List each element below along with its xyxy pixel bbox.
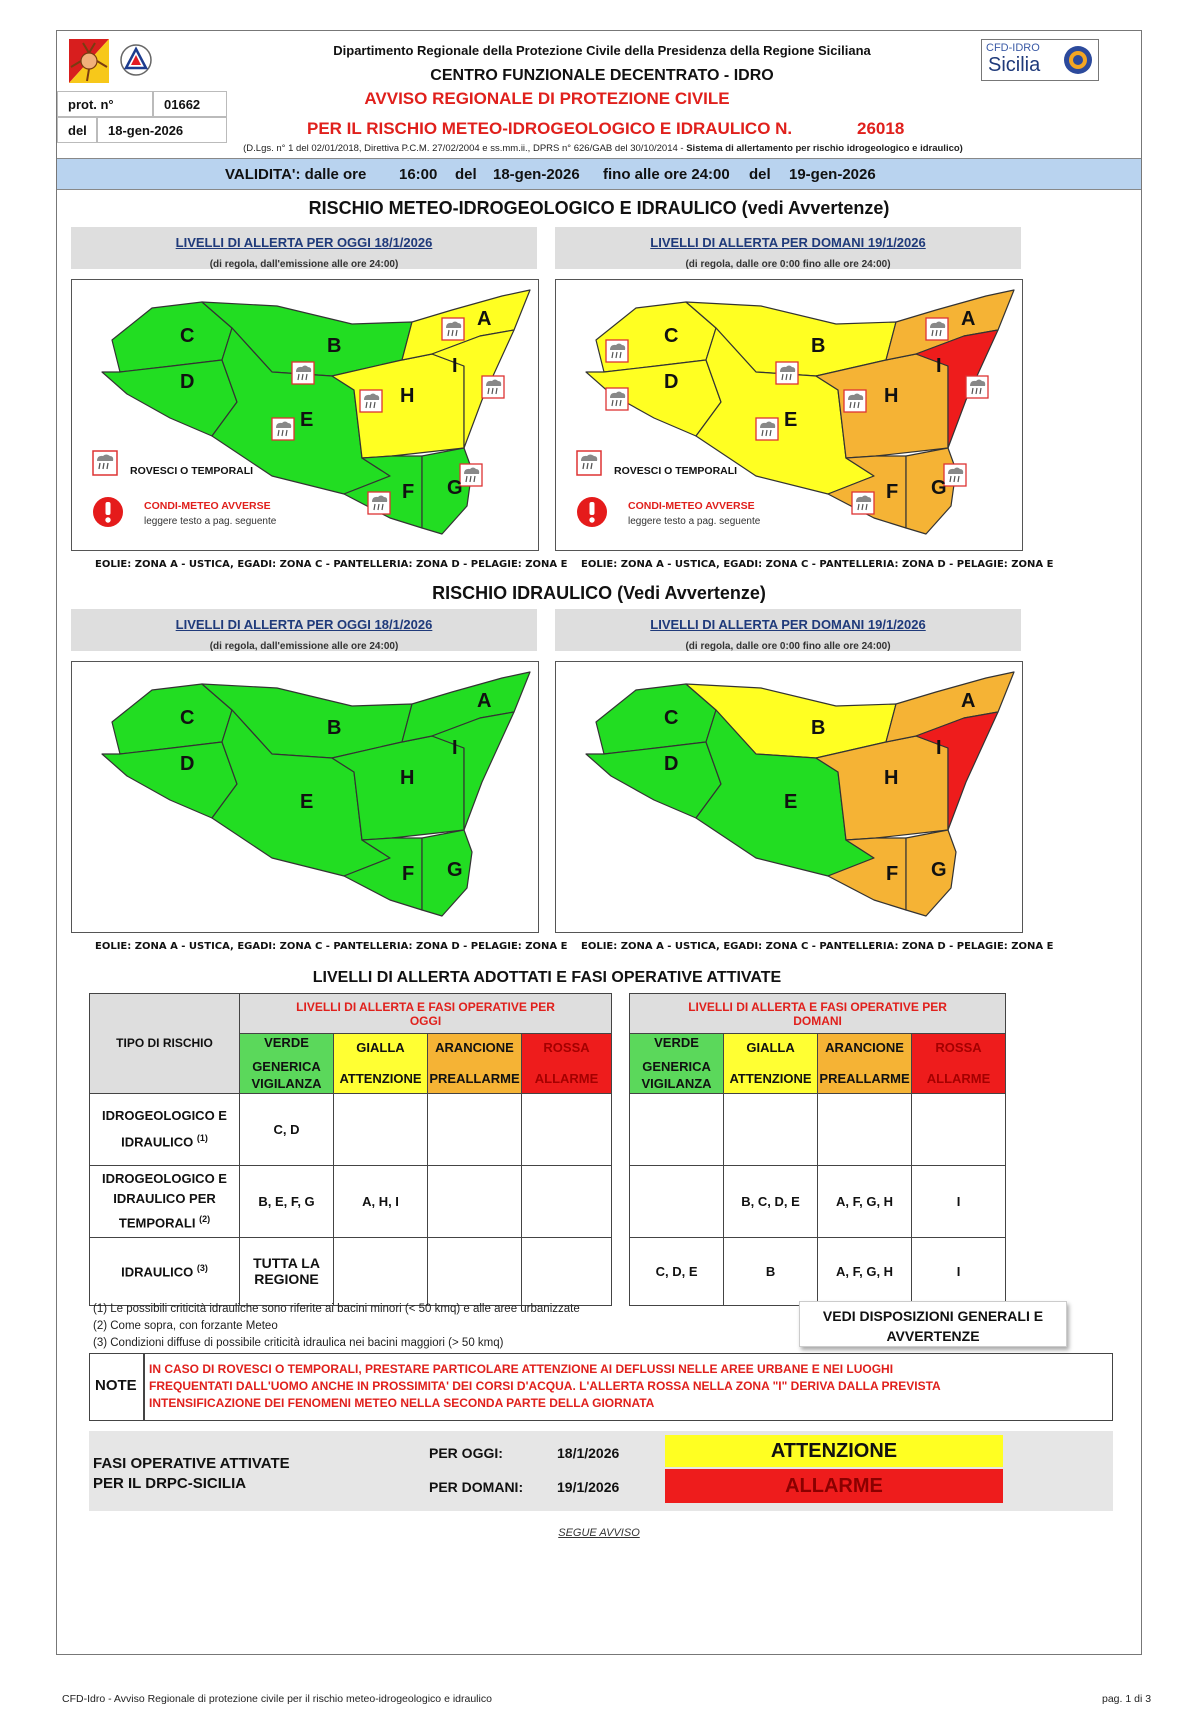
storm-icon bbox=[368, 492, 390, 514]
meteo-tomorrow-sub: (di regola, dalle ore 0:00 fino alle ore 24:00) bbox=[685, 259, 891, 270]
storm-icon bbox=[776, 362, 798, 384]
col-tipo-rischio: TIPO DI RISCHIO bbox=[90, 994, 240, 1094]
level-bottom: ATTENZIONE bbox=[339, 1071, 422, 1087]
storm-icon bbox=[606, 388, 628, 410]
level-rossa bbox=[912, 1034, 1006, 1094]
meteo-tomorrow-map bbox=[555, 279, 1023, 551]
zone-a-label: A bbox=[477, 690, 492, 712]
table-heading: LIVELLI DI ALLERTA ADOTTATI E FASI OPERATIVE ATTIVATE bbox=[312, 969, 782, 986]
level-rossa bbox=[522, 1034, 612, 1094]
validity-bar bbox=[57, 158, 1141, 190]
legend-adverse-sub: leggere testo a pag. seguente bbox=[628, 516, 761, 527]
meteo-tomorrow-header bbox=[555, 227, 1021, 269]
idraulico-tomorrow-title: LIVELLI DI ALLERTA PER DOMANI 19/1/2026 bbox=[650, 617, 926, 632]
note-line: IN CASO DI ROVESCI O TEMPORALI, PRESTARE PARTICOLARE ATTENZIONE AI DEFLUSSI NELLE AREE URBANE E NEI LUOGHI bbox=[149, 1362, 894, 1376]
table-cell: I bbox=[912, 1165, 1006, 1237]
islands-note: EOLIE: ZONA A - USTICA, EGADI: ZONA C - PANTELLERIA: ZONA D - PELAGIE: ZONA E bbox=[581, 941, 1054, 952]
alert-levels-table bbox=[89, 993, 1006, 1306]
idraulico-today-map bbox=[71, 661, 539, 933]
zone-a-label: A bbox=[961, 690, 976, 712]
level-bottom: PREALLARME bbox=[429, 1071, 520, 1087]
storm-icon bbox=[966, 376, 988, 398]
validity-del1: del bbox=[455, 166, 477, 183]
storm-icon bbox=[292, 362, 314, 384]
footnotes bbox=[93, 1301, 580, 1352]
zone-g-label: G bbox=[447, 859, 463, 881]
row-label: IDROGEOLOGICO E IDRAULICO $^{(1)}$ bbox=[90, 1093, 240, 1165]
legal-ref-text: (D.Lgs. n° 1 del 02/01/2018, Direttiva P.C.M. 27/02/2004 e ss.mm.ii., DPRS n° 626/GAB del 30/10/2014 - bbox=[243, 143, 687, 154]
zone-d-area bbox=[102, 360, 237, 436]
tomorrow-group-header: LIVELLI DI ALLERTA E FASI OPERATIVE PER DOMANI bbox=[630, 994, 1006, 1034]
legend-storms-label: ROVESCI O TEMPORALI bbox=[130, 465, 254, 477]
level-top: ROSSA bbox=[935, 1039, 982, 1055]
idraulico-tomorrow-map bbox=[555, 661, 1023, 933]
table-cell: B bbox=[724, 1237, 818, 1305]
storm-icon bbox=[926, 318, 948, 340]
storm-icon bbox=[606, 340, 628, 362]
note-text bbox=[149, 1361, 941, 1412]
fase-tomorrow-badge: ALLARME bbox=[665, 1469, 1003, 1503]
table-cell: A, F, G, H bbox=[818, 1237, 912, 1305]
zone-i-label: I bbox=[936, 737, 942, 759]
level-top: ROSSA bbox=[543, 1039, 590, 1055]
fasi-tomorrow-label: PER DOMANI: bbox=[429, 1479, 524, 1495]
zone-e-label: E bbox=[300, 791, 314, 813]
storm-icon bbox=[482, 376, 504, 398]
validity-label: VALIDITA': dalle ore bbox=[225, 166, 367, 183]
meteo-today-header bbox=[71, 227, 537, 269]
zone-a-label: A bbox=[477, 308, 492, 330]
storm-icon bbox=[442, 318, 464, 340]
table-cell bbox=[522, 1093, 612, 1165]
zone-f-label: F bbox=[402, 863, 415, 885]
alert-number: 26018 bbox=[857, 119, 905, 138]
warning-icon bbox=[92, 496, 124, 528]
storm-legend-icon bbox=[576, 450, 602, 476]
zone-g-label: G bbox=[931, 477, 947, 499]
storm-icon bbox=[272, 418, 294, 440]
legend-adverse-label: CONDI-METEO AVVERSE bbox=[628, 500, 755, 512]
zone-g-label: G bbox=[447, 477, 463, 499]
footer-left: CFD-Idro - Avviso Regionale di protezione civile per il rischio meteo-idrogeologico e idraulico bbox=[62, 1693, 492, 1705]
zone-c-label: C bbox=[664, 707, 679, 729]
prot-number: 01662 bbox=[153, 91, 227, 117]
zone-d-label: D bbox=[180, 753, 195, 775]
fase-today-badge: ATTENZIONE bbox=[665, 1435, 1003, 1467]
zone-g-label: G bbox=[931, 859, 947, 881]
segue-avviso: SEGUE AVVISO bbox=[558, 1527, 640, 1539]
zone-d-area bbox=[586, 742, 721, 818]
level-bottom: ALLARME bbox=[534, 1071, 599, 1087]
table-cell bbox=[428, 1237, 522, 1305]
legal-reference bbox=[123, 143, 1083, 154]
level-bottom: PREALLARME bbox=[819, 1071, 910, 1087]
fasi-label-1: FASI OPERATIVE ATTIVATE bbox=[93, 1455, 290, 1472]
table-cell bbox=[428, 1165, 522, 1237]
cfd-idro-sicilia-logo bbox=[981, 39, 1099, 81]
today-group-header: LIVELLI DI ALLERTA E FASI OPERATIVE PER OGGI bbox=[240, 994, 612, 1034]
table-cell bbox=[334, 1237, 428, 1305]
note-line: INTENSIFICAZIONE DEI FENOMENI METEO NELLA SECONDA PARTE DELLA GIORNATA bbox=[149, 1396, 655, 1410]
table-cell bbox=[522, 1165, 612, 1237]
table-row bbox=[90, 1165, 1006, 1237]
zone-f-label: F bbox=[402, 481, 415, 503]
idraulico-today-title: LIVELLI DI ALLERTA PER OGGI 18/1/2026 bbox=[175, 617, 433, 632]
zone-h-label: H bbox=[884, 767, 899, 789]
alert-title-line2: PER IL RISCHIO METEO-IDROGEOLOGICO E IDRAULICO N. bbox=[307, 119, 793, 138]
idraulico-today-sub: (di regola, dall'emissione alle ore 24:00) bbox=[209, 641, 399, 652]
table-cell: A, F, G, H bbox=[818, 1165, 912, 1237]
zone-b-label: B bbox=[811, 335, 826, 357]
table-cell bbox=[630, 1165, 724, 1237]
validity-del2: del bbox=[749, 166, 771, 183]
note-line: FREQUENTATI DALL'UOMO ANCHE IN PROSSIMITA' DEI CORSI D'ACQUA. L'ALLERTA ROSSA NELLA ZONA "I" DERIVA DALLA PREVISTA bbox=[149, 1379, 941, 1393]
level-gialla bbox=[724, 1034, 818, 1094]
table-cell: B, C, D, E bbox=[724, 1165, 818, 1237]
table-row bbox=[90, 1093, 1006, 1165]
table-cell: C, D, E bbox=[630, 1237, 724, 1305]
page-number: pag. 1 di 3 bbox=[1102, 1693, 1152, 1705]
legal-ref-bold: Sistema di allertamento per rischio idrogeologico e idraulico) bbox=[686, 143, 963, 154]
level-top: ARANCIONE bbox=[825, 1039, 904, 1055]
level-top: VERDE bbox=[654, 1035, 699, 1050]
alert-title-line1: AVVISO REGIONALE DI PROTEZIONE CIVILE bbox=[364, 89, 730, 108]
level-arancione bbox=[428, 1034, 522, 1094]
zone-i-label: I bbox=[452, 355, 458, 377]
meteo-today-title: LIVELLI DI ALLERTA PER OGGI 18/1/2026 bbox=[175, 235, 433, 250]
level-gialla bbox=[334, 1034, 428, 1094]
zone-e-label: E bbox=[784, 409, 798, 431]
footnote-2: (2) Come sopra, con forzante Meteo bbox=[93, 1320, 278, 1332]
table-cell bbox=[912, 1093, 1006, 1165]
footnote-3: (3) Condizioni diffuse di possibile criticità idraulica nei bacini maggiori (> 50 kmq) bbox=[93, 1337, 504, 1349]
meteo-tomorrow-title: LIVELLI DI ALLERTA PER DOMANI 19/1/2026 bbox=[650, 235, 926, 250]
fasi-today-date: 18/1/2026 bbox=[557, 1445, 620, 1461]
storm-icon bbox=[756, 418, 778, 440]
prot-label: prot. n° bbox=[57, 91, 153, 117]
table-cell bbox=[428, 1093, 522, 1165]
meteo-section-title: RISCHIO METEO-IDROGEOLOGICO E IDRAULICO (vedi Avvertenze) bbox=[308, 198, 890, 218]
zone-d-label: D bbox=[664, 753, 679, 775]
zone-f-label: F bbox=[886, 863, 899, 885]
level-bottom: ALLARME bbox=[926, 1071, 991, 1087]
del-date: 18-gen-2026 bbox=[97, 117, 227, 143]
storm-icon bbox=[360, 390, 382, 412]
table-cell: TUTTA LA REGIONE bbox=[240, 1237, 334, 1305]
zone-i-label: I bbox=[936, 355, 942, 377]
level-bottom: GENERICA VIGILANZA bbox=[251, 1058, 322, 1092]
globe-icon bbox=[1062, 44, 1094, 76]
level-verde bbox=[630, 1034, 724, 1094]
level-verde bbox=[240, 1034, 334, 1094]
zone-b-label: B bbox=[327, 717, 342, 739]
level-top: GIALLA bbox=[356, 1039, 405, 1055]
islands-note: EOLIE: ZONA A - USTICA, EGADI: ZONA C - PANTELLERIA: ZONA D - PELAGIE: ZONA E bbox=[581, 559, 1054, 570]
storm-icon bbox=[844, 390, 866, 412]
level-arancione bbox=[818, 1034, 912, 1094]
table-cell: I bbox=[912, 1237, 1006, 1305]
level-bottom: ATTENZIONE bbox=[729, 1071, 812, 1087]
idraulico-tomorrow-header bbox=[555, 609, 1021, 651]
brand-bottom: Sicilia bbox=[988, 54, 1041, 76]
legend-storms-label: ROVESCI O TEMPORALI bbox=[614, 465, 738, 477]
centre-name: CENTRO FUNZIONALE DECENTRATO - IDRO bbox=[430, 67, 774, 84]
row-label: IDROGEOLOGICO E IDRAULICO PER TEMPORALI $^{(2)}$ bbox=[90, 1165, 240, 1237]
disposizioni-button[interactable]: VEDI DISPOSIZIONI GENERALI E AVVERTENZE bbox=[799, 1301, 1067, 1347]
meteo-today-sub: (di regola, dall'emissione alle ore 24:00) bbox=[209, 259, 399, 270]
zone-a-label: A bbox=[961, 308, 976, 330]
level-top: VERDE bbox=[264, 1035, 309, 1050]
storm-icon bbox=[460, 464, 482, 486]
civil-protection-logo bbox=[119, 43, 153, 77]
level-top: ARANCIONE bbox=[435, 1039, 514, 1055]
table-cell bbox=[724, 1093, 818, 1165]
note-label: NOTE bbox=[95, 1377, 137, 1394]
department-name: Dipartimento Regionale della Protezione Civile della Presidenza della Regione Siciliana bbox=[333, 43, 871, 58]
sicily-flag-logo bbox=[69, 39, 109, 83]
zone-d-label: D bbox=[180, 371, 195, 393]
islands-note: EOLIE: ZONA A - USTICA, EGADI: ZONA C - PANTELLERIA: ZONA D - PELAGIE: ZONA E bbox=[95, 941, 568, 952]
table-cell bbox=[630, 1093, 724, 1165]
table-cell: B, E, F, G bbox=[240, 1165, 334, 1237]
zone-e-label: E bbox=[300, 409, 314, 431]
table-cell bbox=[522, 1237, 612, 1305]
zone-c-label: C bbox=[664, 325, 679, 347]
meteo-today-map bbox=[71, 279, 539, 551]
table-cell: A, H, I bbox=[334, 1165, 428, 1237]
fasi-label-2: PER IL DRPC-SICILIA bbox=[93, 1475, 247, 1492]
legend-adverse-label: CONDI-METEO AVVERSE bbox=[144, 500, 271, 512]
brand-top: CFD-IDRO bbox=[986, 42, 1040, 54]
table-row bbox=[90, 1237, 1006, 1305]
level-top: GIALLA bbox=[746, 1039, 795, 1055]
warning-icon bbox=[576, 496, 608, 528]
storm-icon bbox=[852, 492, 874, 514]
zone-c-label: C bbox=[180, 325, 195, 347]
fasi-today-label: PER OGGI: bbox=[429, 1445, 503, 1461]
storm-icon bbox=[944, 464, 966, 486]
level-bottom: GENERICA VIGILANZA bbox=[641, 1058, 712, 1092]
table-cell bbox=[818, 1093, 912, 1165]
table-cell bbox=[334, 1093, 428, 1165]
zone-e-label: E bbox=[784, 791, 798, 813]
zone-i-label: I bbox=[452, 737, 458, 759]
idraulico-tomorrow-sub: (di regola, dalle ore 0:00 fino alle ore 24:00) bbox=[685, 641, 891, 652]
legend-adverse-sub: leggere testo a pag. seguente bbox=[144, 516, 277, 527]
del-label: del bbox=[57, 117, 97, 143]
zone-b-label: B bbox=[811, 717, 826, 739]
zone-c-label: C bbox=[180, 707, 195, 729]
zone-h-label: H bbox=[400, 767, 415, 789]
zone-h-label: H bbox=[884, 385, 899, 407]
validity-until: fino alle ore 24:00 bbox=[603, 166, 730, 183]
table-cell: C, D bbox=[240, 1093, 334, 1165]
footnote-1: (1) Le possibili criticità idrauliche sono riferite ai bacini minori (< 50 kmq) e alle aree urbanizzate bbox=[93, 1303, 580, 1315]
idraulico-section-title: RISCHIO IDRAULICO (Vedi Avvertenze) bbox=[432, 583, 766, 603]
zone-b-label: B bbox=[327, 335, 342, 357]
islands-note: EOLIE: ZONA A - USTICA, EGADI: ZONA C - PANTELLERIA: ZONA D - PELAGIE: ZONA E bbox=[95, 559, 568, 570]
fasi-tomorrow-date: 19/1/2026 bbox=[557, 1479, 620, 1495]
zone-d-label: D bbox=[664, 371, 679, 393]
bulletin-page bbox=[56, 30, 1142, 1655]
validity-end-date: 19-gen-2026 bbox=[789, 166, 876, 183]
storm-legend-icon bbox=[92, 450, 118, 476]
validity-start-time: 16:00 bbox=[399, 166, 438, 183]
zone-f-label: F bbox=[886, 481, 899, 503]
validity-start-date: 18-gen-2026 bbox=[493, 166, 580, 183]
idraulico-today-header bbox=[71, 609, 537, 651]
zone-d-area bbox=[102, 742, 237, 818]
row-label: IDRAULICO $^{(3)}$ bbox=[90, 1237, 240, 1305]
zone-h-label: H bbox=[400, 385, 415, 407]
